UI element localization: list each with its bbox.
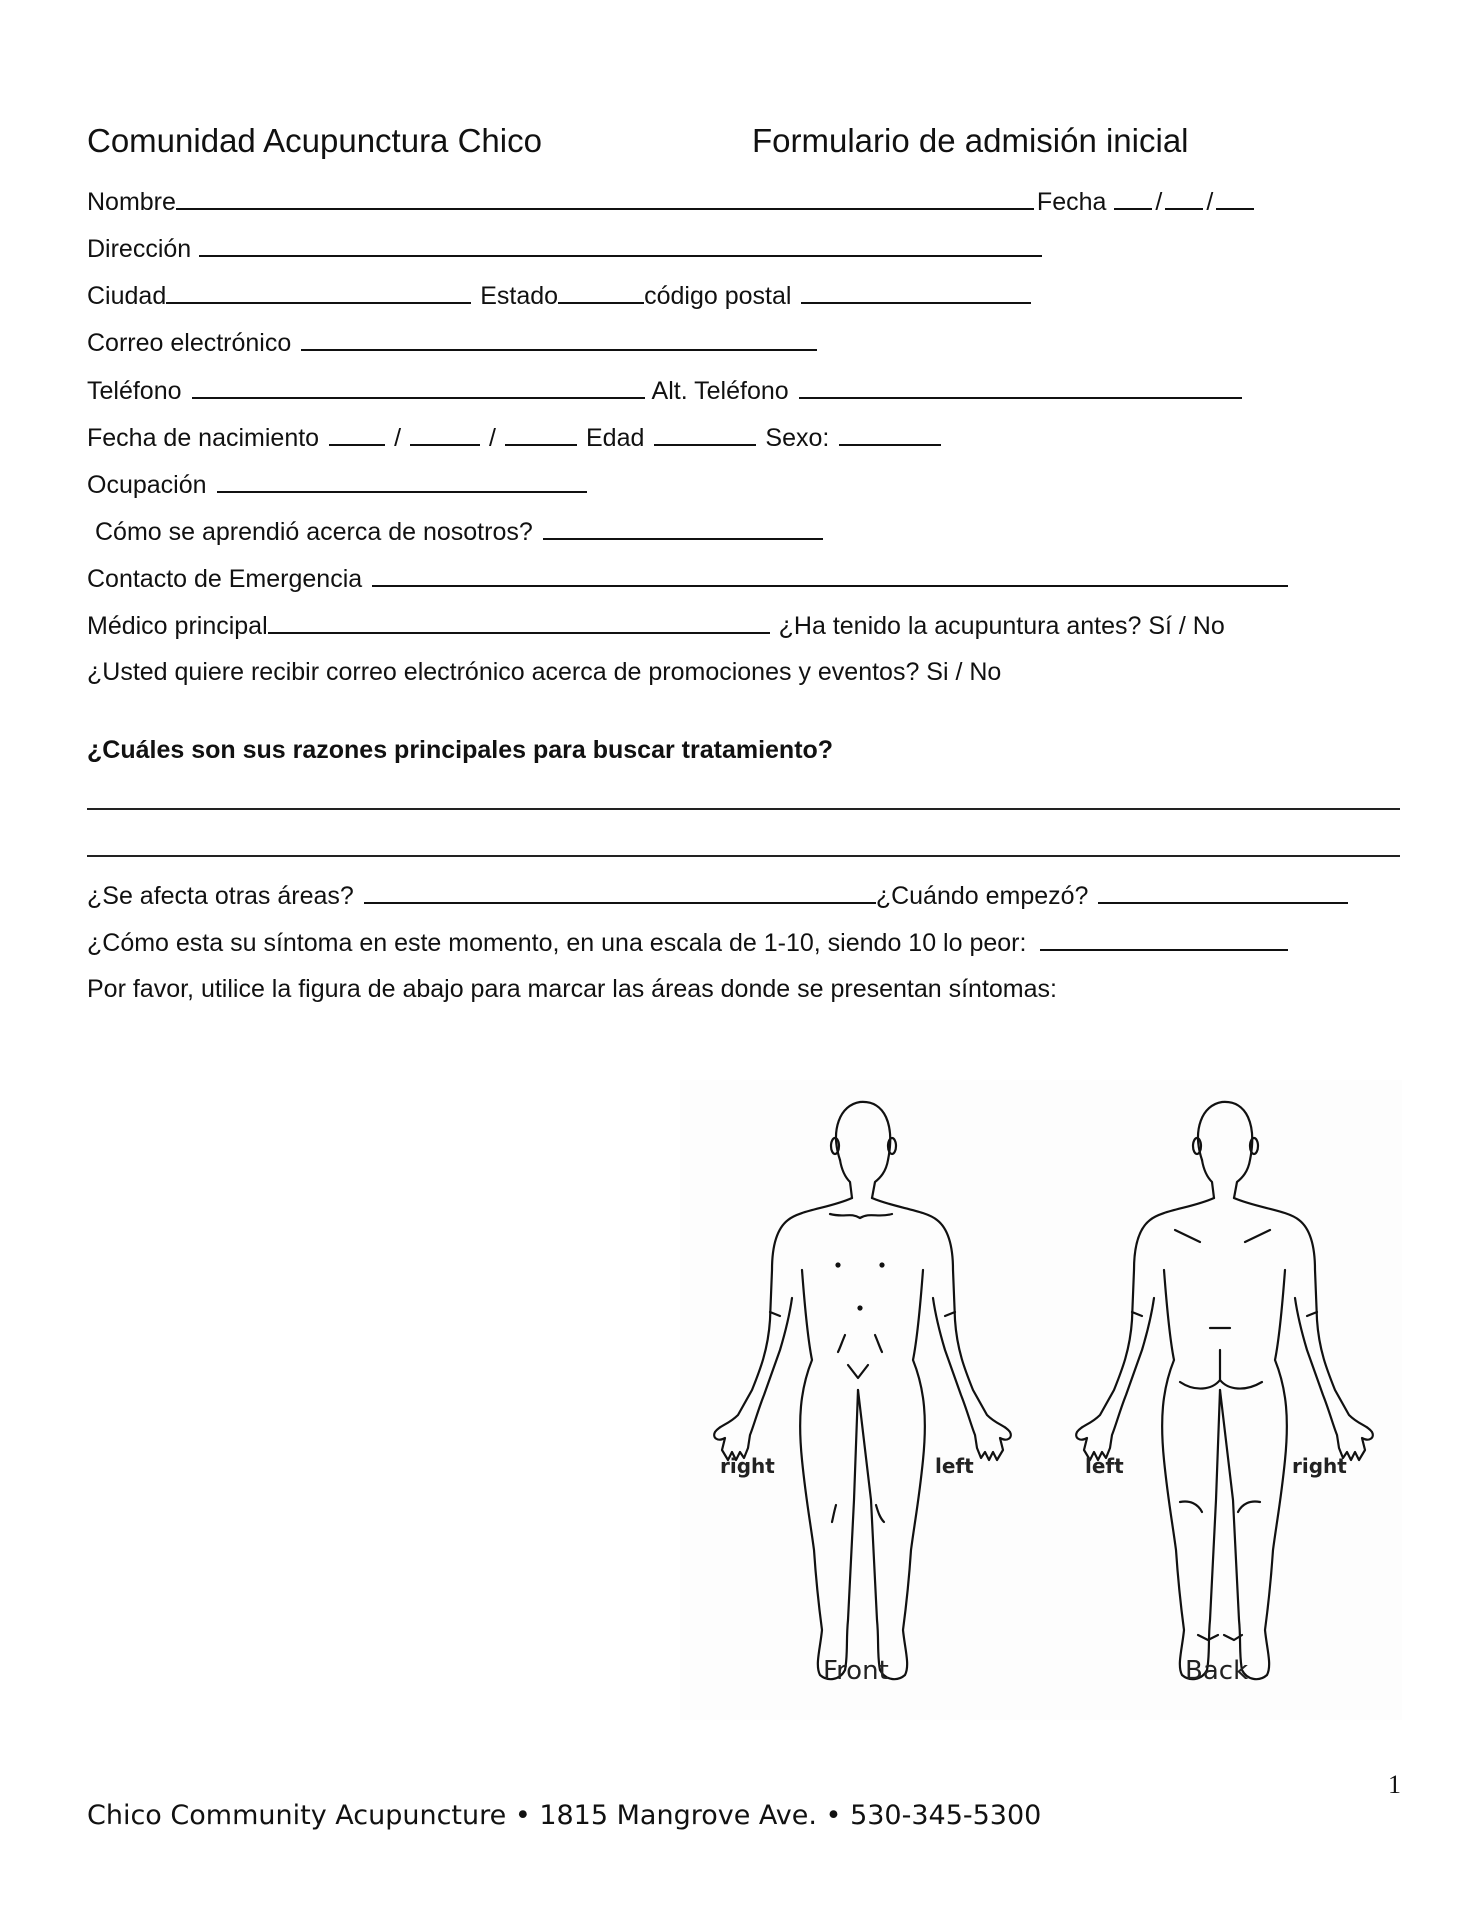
back-body-outline-icon (1076, 1102, 1373, 1679)
email-row (87, 327, 820, 358)
name-date-row (87, 186, 1257, 217)
organization-name: Comunidad Acupunctura Chico (87, 122, 542, 159)
other-areas-row (87, 880, 1351, 911)
onset-field[interactable] (1098, 880, 1348, 904)
instructions-text: Por favor, utilice la figura de abajo para marcar las áreas donde se presentan síntomas: (87, 975, 1057, 1003)
referral-row (95, 516, 826, 547)
referral-field[interactable] (543, 516, 823, 540)
prior-acupuncture-question[interactable]: ¿Ha tenido la acupuntura antes? Sí / No (778, 612, 1225, 640)
phone-label: Teléfono (87, 377, 182, 405)
other-areas-field[interactable] (364, 880, 876, 904)
physician-field[interactable] (268, 610, 770, 634)
state-field[interactable] (558, 280, 644, 304)
date-day-field[interactable] (1165, 186, 1203, 210)
phone-field[interactable] (192, 375, 645, 399)
body-chart[interactable] (680, 1080, 1402, 1720)
birth-day-field[interactable] (410, 422, 480, 446)
date-separator: / (1155, 188, 1163, 216)
date-month-field[interactable] (1114, 186, 1152, 210)
birth-year-field[interactable] (505, 422, 577, 446)
address-field[interactable] (199, 233, 1042, 257)
treatment-reason-line-1[interactable] (87, 808, 1400, 810)
state-label: Estado (480, 282, 559, 310)
treatment-heading-text: ¿Cuáles son sus razones principales para buscar tratamiento? (87, 736, 834, 764)
name-label: Nombre (87, 188, 176, 216)
age-label: Edad (586, 424, 645, 452)
date-label: Fecha (1036, 188, 1107, 216)
severity-field[interactable] (1040, 927, 1288, 951)
front-view-label: Front (823, 1656, 889, 1686)
severity-label: ¿Cómo esta su síntoma en este momento, en una escala de 1-10, siendo 10 lo peor: (87, 929, 1027, 957)
name-field[interactable] (176, 186, 1034, 210)
emergency-contact-row (87, 563, 1291, 594)
zip-label: código postal (644, 282, 792, 310)
phone-row (87, 375, 1245, 406)
birth-separator: / (489, 424, 496, 452)
zip-field[interactable] (801, 280, 1031, 304)
birthdate-label: Fecha de nacimiento (87, 424, 320, 452)
sex-field[interactable] (839, 422, 941, 446)
occupation-row (87, 469, 590, 500)
page-number: 1 (1388, 1770, 1401, 1799)
alt-phone-field[interactable] (799, 375, 1242, 399)
city-field[interactable] (166, 280, 471, 304)
physician-row (87, 610, 1225, 641)
email-optin-row (87, 657, 1001, 687)
emergency-contact-label: Contacto de Emergencia (87, 565, 363, 593)
back-view-label: Back (1185, 1656, 1249, 1686)
onset-label: ¿Cuándo empezó? (875, 882, 1089, 910)
birth-month-field[interactable] (329, 422, 385, 446)
other-areas-label: ¿Se afecta otras áreas? (87, 882, 354, 910)
alt-phone-label: Alt. Teléfono (651, 377, 789, 405)
treatment-heading (87, 735, 833, 765)
form-title: Formulario de admisión inicial (752, 122, 1189, 159)
front-right-label: right (720, 1454, 775, 1478)
instructions-row (87, 974, 1057, 1004)
severity-row (87, 927, 1291, 958)
referral-label: Cómo se aprendió acerca de nosotros? (95, 518, 533, 546)
emergency-contact-field[interactable] (372, 563, 1288, 587)
date-separator: / (1206, 188, 1214, 216)
city-state-zip-row (87, 280, 1034, 311)
back-left-label: left (1085, 1454, 1124, 1478)
physician-label: Médico principal (87, 612, 268, 640)
birth-separator: / (394, 424, 402, 452)
city-label: Ciudad (87, 282, 167, 310)
footer-contact: Chico Community Acupuncture • 1815 Mangrove Ave. • 530-345-5300 (87, 1800, 1042, 1831)
occupation-label: Ocupación (87, 471, 207, 499)
date-year-field[interactable] (1216, 186, 1254, 210)
age-field[interactable] (654, 422, 756, 446)
email-label: Correo electrónico (87, 329, 292, 357)
email-field[interactable] (301, 327, 817, 351)
occupation-field[interactable] (217, 469, 587, 493)
back-right-label: right (1292, 1454, 1347, 1478)
front-left-label: left (935, 1454, 974, 1478)
front-body-outline-icon (714, 1102, 1011, 1679)
address-row (87, 233, 1045, 264)
address-label: Dirección (87, 235, 192, 263)
treatment-reason-line-2[interactable] (87, 855, 1400, 857)
sex-label: Sexo: (765, 424, 830, 452)
email-optin-question[interactable]: ¿Usted quiere recibir correo electrónico acerca de promociones y eventos? Si / No (87, 658, 1002, 686)
birth-age-sex-row (87, 422, 944, 453)
